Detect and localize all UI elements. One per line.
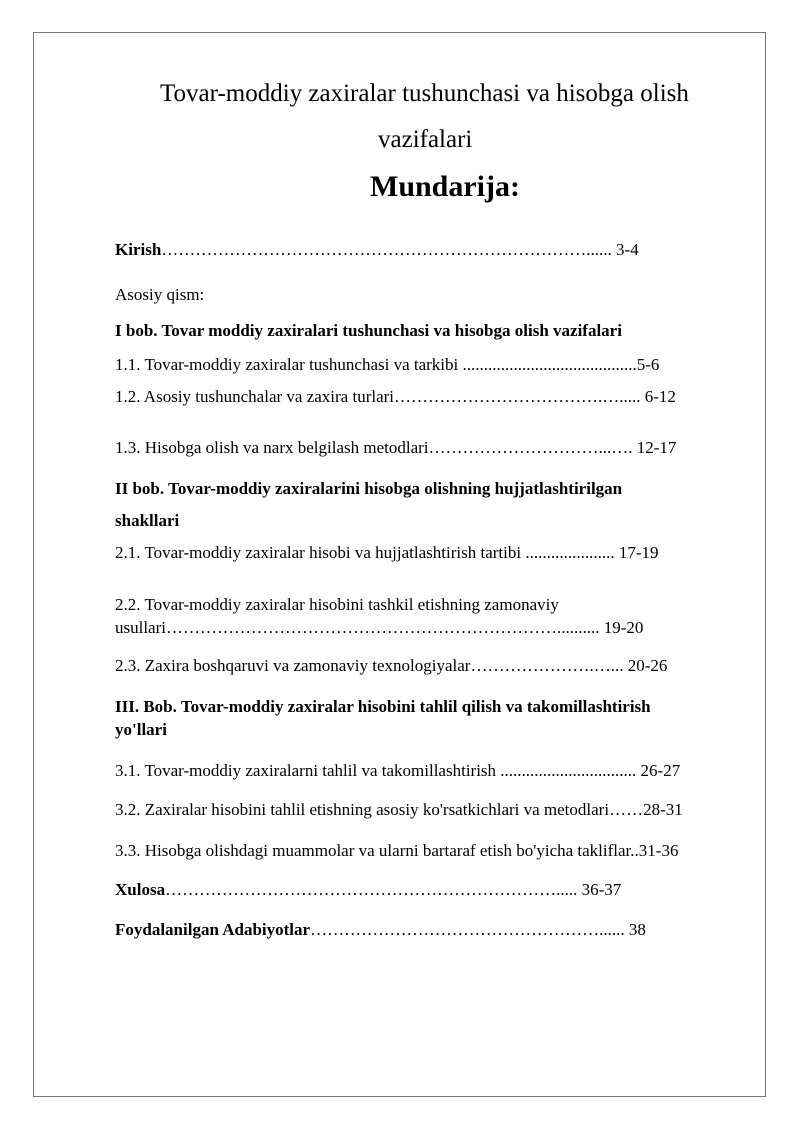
document-title-line2: vazifalari: [378, 126, 473, 153]
toc-chapter-1: I bob. Tovar moddiy zaxiralari tushunchasi va hisobga olish vazifalari: [115, 321, 622, 340]
document-title-line1: Tovar-moddiy zaxiralar tushunchasi va hisobga olish: [160, 80, 689, 107]
toc-entry-1-3: 1.3. Hisobga olish va narx belgilash metodlari…………………………...…. 12-17: [115, 438, 677, 457]
toc-entry-dots: ……………………………………………...... 38: [310, 920, 646, 939]
toc-section-label: Asosiy qism:: [115, 285, 205, 304]
toc-chapter-2-line2: shakllari: [115, 511, 180, 530]
toc-entry-3-3: 3.3. Hisobga olishdagi muammolar va ularni bartaraf etish bo'yicha takliflar..31-36: [115, 841, 679, 860]
toc-entry-1-2: 1.2. Asosiy tushunchalar va zaxira turlari……………………………….…..... 6-12: [115, 387, 676, 406]
toc-entry-3-2: 3.2. Zaxiralar hisobini tahlil etishning asosiy ko'rsatkichlari va metodlari……28-31: [115, 800, 683, 819]
toc-heading: Mundarija:: [370, 170, 520, 203]
toc-entry-xulosa: [115, 880, 621, 900]
toc-entry-dots: …………………………………………………………………...... 3-4: [161, 240, 639, 259]
toc-entry-dots: ……………………………………………………………..... 36-37: [165, 880, 622, 899]
toc-entry-2-2-line2: usullari…………………………………………………………….......... 19-20: [115, 618, 644, 637]
toc-entry-label: Foydalanilgan Adabiyotlar: [115, 920, 311, 939]
toc-chapter-2-line1: II bob. Tovar-moddiy zaxiralarini hisobga olishning hujjatlashtirilgan: [115, 479, 623, 498]
toc-entry-foydalanilgan-adabiyotlar: [115, 920, 646, 940]
toc-entry-1-1: 1.1. Tovar-moddiy zaxiralar tushunchasi va tarkibi .........................................5-6: [115, 355, 660, 374]
toc-entry-label: Kirish: [115, 240, 162, 259]
toc-entry-2-3: 2.3. Zaxira boshqaruvi va zamonaviy texnologiyalar………………….…... 20-26: [115, 656, 668, 675]
toc-chapter-3-line2: yo'llari: [115, 720, 167, 739]
toc-entry-3-1: 3.1. Tovar-moddiy zaxiralarni tahlil va takomillashtirish ................................ 26-27: [115, 761, 681, 780]
toc-entry-2-2-line1: 2.2. Tovar-moddiy zaxiralar hisobini tashkil etishning zamonaviy: [115, 595, 559, 614]
toc-entry-label: Xulosa: [115, 880, 166, 899]
toc-entry-2-1: 2.1. Tovar-moddiy zaxiralar hisobi va hujjatlashtirish tartibi ..................... 17-19: [115, 543, 659, 562]
toc-chapter-3-line1: III. Bob. Tovar-moddiy zaxiralar hisobini tahlil qilish va takomillashtirish: [115, 697, 651, 716]
toc-entry-kirish: [115, 240, 639, 260]
